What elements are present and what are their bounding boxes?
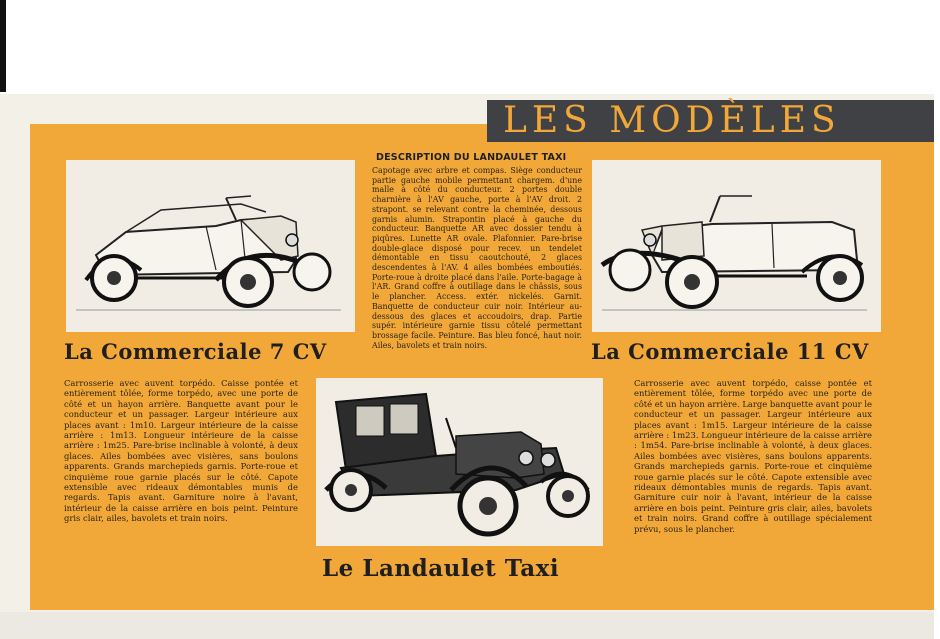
left-description-text: Carrosserie avec auvent torpédo. Caisse pontée et entièrement tôlée, forme torpédo, avec une porte de côté et un hayon arrière. Banquette avant pour le conducteur et un passager. Largeur intérieure aux places avant : 1m10. Largeur intérieure de la caisse arrière : 1m13. Longueur intérieure de la caisse arrière : 1m25. Pare-brise inclinable à volonté, à deux glaces. Ailes bombées avec visières, sans boulons apparents. Grands marchepieds garnis. Porte-roue et cinquième roue garnie placés sur le côté. Capote extensible avec rideaux démontables munis de regards. Tapis avant. Garniture noire à l'avant, intérieur de la caisse arrière en bois peint. Peinture gris clair, ailes, bavolets et train noirs.: [64, 378, 298, 524]
right-description-text: Carrosserie avec auvent torpédo, caisse pontée et entièrement tôlée, forme torpédo avec une porte de côté et un hayon arrière. Large banquette avant pour le conducteur et un passager. Largeur intérieure aux places avant : 1m15. Largeur intérieure de la caisse arrière : 1m23. Longueur intérieure de la caisse arrière : 1m54. Pare-brise inclinable à volonté, à deux glaces. Ailes bombées avec visières, sans boulons apparents. Grands marchepieds garnis. Porte-roue et cinquième roue garnie placés sur le côté. Capote extensible avec rideaux démontables munis de regards. Tapis avant. Garniture cuir noir à l'avant, intérieur de la caisse arrière en bois peint. Peinture gris clair, ailes, bavolets et train noirs. Grand coffre à outillage spécialement prévu, sous le plancher.: [634, 378, 872, 534]
landaulet-taxi-illustration: [316, 378, 603, 546]
left-caption: La Commerciale 7 CV: [64, 339, 327, 364]
scan-edge-mark: [0, 0, 6, 92]
torpedo-car-illustration-left: [66, 160, 355, 332]
torpedo-car-illustration-right: [592, 160, 881, 332]
description-text: Capotage avec arbre et compas. Siège conducteur partie gauche mobile permettant chargem. d'une malle à côté du conducteur. 2 portes double charnière à l'AV gauche, porte à l'AV droit. 2 strapont. se relevant contre la cheminée, dessous garnis alumin. Strapontin placé à gauche du conducteur. Banquette AR avec dossier tendu à piqûres. Lunette AR ovale. Plafonnier. Pare-brise double-glace disposé pour recev. un tendelet démontable en tissu caoutchouté, 2 glaces descendentes à l'AV. 4 ailes bombées emboutiés. Porte-roue à droite placé dans l'aile. Porte-bagage à l'AR. Grand coffre à outillage dans le châssis, sous le plancher. Access. extér. nickelés. Garnit. Banquette de conducteur cuir noir. Intérieur au-dessous des glaces et accoudoirs, drap. Partie supér. intérieure garnie tissu côtelé permettant brossage facile. Peinture. Bas bleu foncé, haut noir. Ailes, bavolets et train noirs.: [372, 166, 582, 350]
right-caption: La Commerciale 11 CV: [591, 339, 869, 364]
taxi-caption: Le Landaulet Taxi: [322, 555, 560, 582]
right-car-panel: [592, 160, 881, 332]
description-title: DESCRIPTION DU LANDAULET TAXI: [376, 152, 567, 163]
left-car-panel: [66, 160, 355, 332]
bottom-strip: [0, 612, 934, 639]
taxi-panel: [316, 378, 603, 546]
page-title: LES MODÈLES: [503, 100, 841, 141]
